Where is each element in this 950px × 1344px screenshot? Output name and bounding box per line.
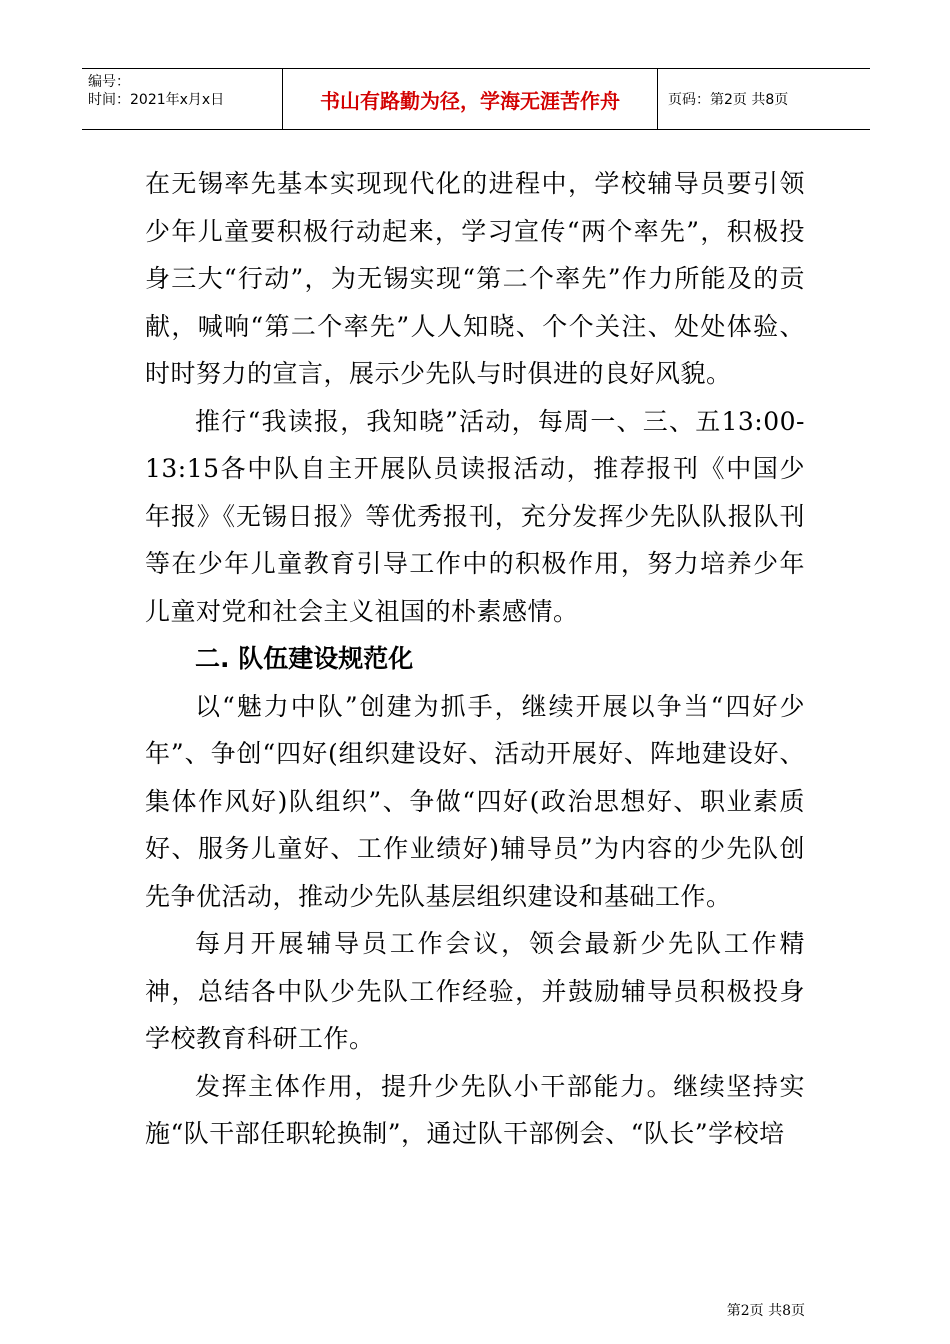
header-meta (82, 69, 282, 129)
paragraph-2: 推行“我读报，我知晓”活动，每周一、三、五13:00-13:15各中队自主开展队员读报活动，推荐报刊《中国少年报》《无锡日报》等优秀报刊，充分发挥少先队队报队刊等在少年儿童教育引导工作中的积极作用，努力培养少年儿童对党和社会主义祖国的朴素感情。 (145, 406, 805, 626)
header-page-label: 页码：第2页 共8页 (668, 92, 789, 108)
document-number-label: 编号： (88, 74, 130, 90)
page-footer: 第2页 共8页 (726, 1303, 805, 1319)
paragraph-1: 在无锡率先基本实现现代化的进程中，学校辅导员要引领少年儿童要积极行动起来，学习宣传“两个率先”，积极投身三大“行动”，为无锡实现“第二个率先”作力所能及的贡献，喊响“第二个率先”人人知晓、个个关注、处处体验、时时努力的宣言，展示少先队与时俱进的良好风貌。 (145, 169, 805, 388)
section-heading-2: 二. 队伍建设规范化 (195, 644, 414, 673)
document-body (145, 160, 805, 1158)
document-header (82, 68, 870, 130)
header-motto: 书山有路勤为径，学海无涯苦作舟 (282, 69, 658, 129)
document-date-label: 时间：2021年x月x日 (88, 92, 225, 108)
paragraph-3: 以“魅力中队”创建为抓手，继续开展以争当“四好少年”、争创“四好(组织建设好、活动开展好、阵地建设好、集体作风好)队组织”、争做“四好(政治思想好、职业素质好、服务儿童好、工作业绩好)辅导员”为内容的少先队创先争优活动，推动少先队基层组织建设和基础工作。 (145, 691, 805, 911)
paragraph-5: 发挥主体作用，提升少先队小干部能力。继续坚持实施“队干部任职轮换制”，通过队干部例会、“队长”学校培 (145, 1071, 805, 1148)
paragraph-4: 每月开展辅导员工作会议，领会最新少先队工作精神，总结各中队少先队工作经验，并鼓励辅导员积极投身学校教育科研工作。 (145, 929, 805, 1053)
